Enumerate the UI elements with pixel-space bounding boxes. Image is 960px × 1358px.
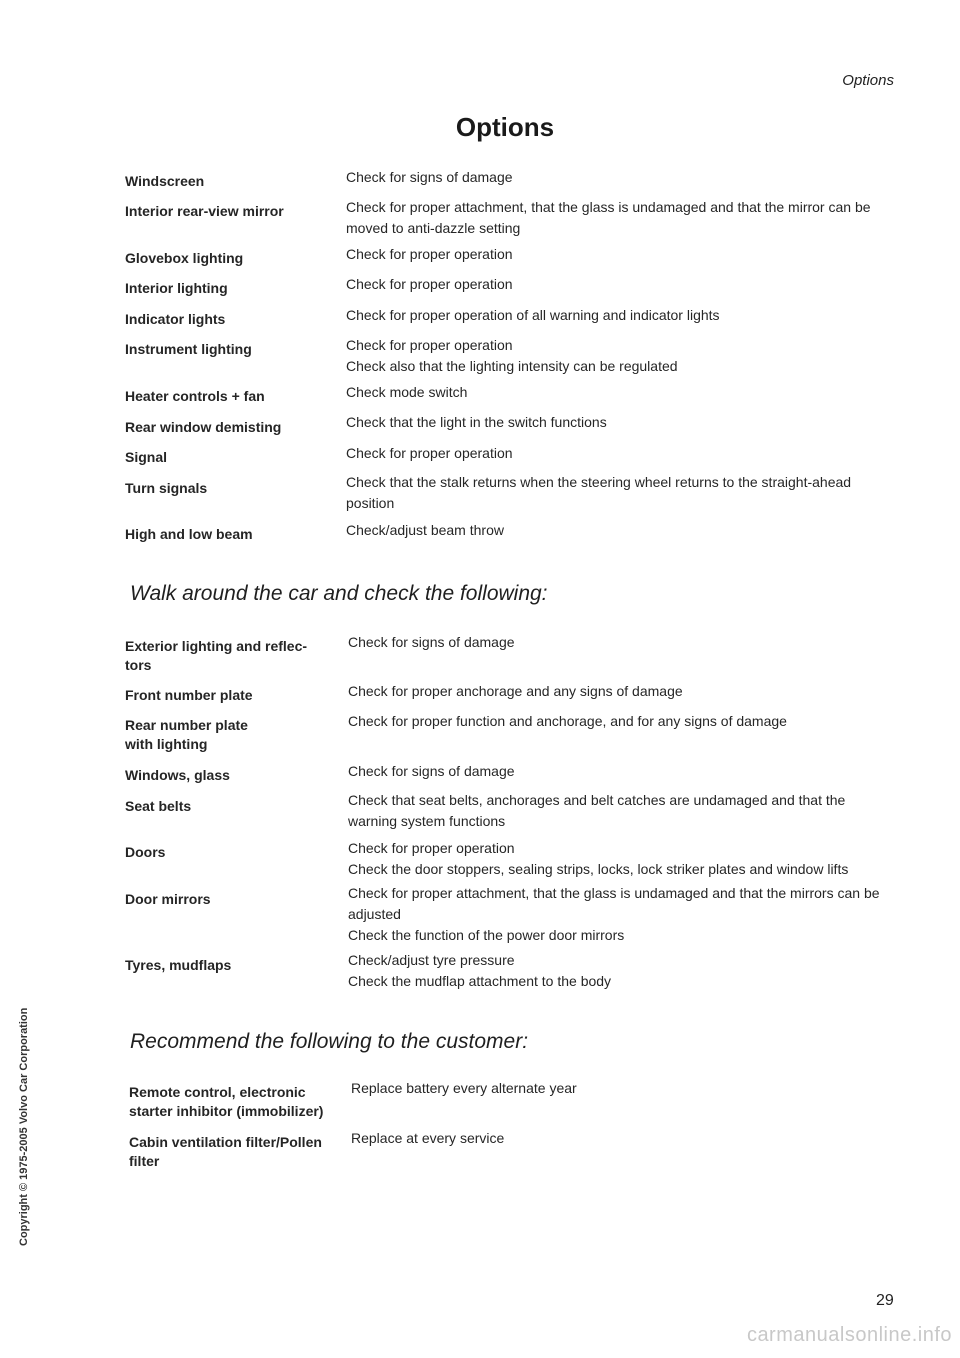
copyright-notice: Copyright © 1975-2005 Volvo Car Corporation bbox=[18, 1007, 30, 1246]
item-label: Rear window demisting bbox=[125, 419, 282, 435]
page-number: 29 bbox=[876, 1292, 894, 1309]
page-title: Options bbox=[455, 112, 555, 142]
section-heading-walkaround: Walk around the car and check the following: bbox=[130, 582, 548, 605]
item-desc: Check for proper operation Check the door stoppers, sealing strips, locks, lock striker plates and window lifts bbox=[348, 840, 849, 877]
item-desc: Check for proper attachment, that the glass is undamaged and that the mirrors can be adjusted Check the function of the power door mirrors bbox=[348, 885, 880, 943]
item-desc: Check for proper anchorage and any signs of damage bbox=[348, 683, 683, 699]
item-label: Front number plate bbox=[125, 687, 253, 703]
item-desc: Check for signs of damage bbox=[346, 169, 513, 185]
item-desc: Check for signs of damage bbox=[348, 763, 515, 779]
item-label: Tyres, mudflaps bbox=[125, 957, 232, 973]
item-label: Doors bbox=[125, 844, 166, 860]
item-desc: Check for proper operation bbox=[346, 445, 513, 461]
item-desc: Check/adjust beam throw bbox=[346, 522, 504, 538]
item-label: Exterior lighting and reflec-tors bbox=[125, 638, 308, 673]
item-label: High and low beam bbox=[125, 526, 253, 542]
item-label: Instrument lighting bbox=[125, 341, 252, 357]
item-label: Rear number plate with lighting bbox=[125, 717, 248, 752]
item-desc: Check/adjust tyre pressure Check the mudflap attachment to the body bbox=[348, 952, 612, 989]
item-label: Cabin ventilation filter/Pollen filter bbox=[129, 1134, 322, 1169]
item-label: Glovebox lighting bbox=[125, 250, 244, 266]
item-desc: Check for proper operation bbox=[346, 246, 513, 262]
item-desc: Check that the light in the switch functions bbox=[346, 414, 607, 430]
item-desc: Check for signs of damage bbox=[348, 634, 515, 650]
item-label: Windscreen bbox=[125, 173, 205, 189]
item-label: Interior lighting bbox=[125, 280, 228, 296]
item-desc: Replace at every service bbox=[351, 1130, 505, 1146]
item-label: Signal bbox=[125, 449, 168, 465]
item-label: Indicator lights bbox=[125, 311, 226, 327]
item-label: Remote control, electronic starter inhibitor (immobilizer) bbox=[129, 1084, 324, 1119]
item-desc: Check for proper attachment, that the glass is undamaged and that the mirror can be moved to anti-dazzle setting bbox=[346, 199, 871, 236]
item-desc: Check mode switch bbox=[346, 384, 468, 400]
item-label: Seat belts bbox=[125, 798, 192, 814]
item-desc: Check for proper function and anchorage, and for any signs of damage bbox=[348, 713, 787, 729]
item-desc: Check for proper operation of all warning and indicator lights bbox=[346, 307, 720, 323]
watermark: carmanualsonline.info bbox=[746, 1324, 952, 1346]
item-desc: Check that the stalk returns when the steering wheel returns to the straight-ahead position bbox=[346, 474, 852, 511]
running-head: Options bbox=[842, 72, 894, 89]
section-heading-recommend: Recommend the following to the customer: bbox=[130, 1030, 529, 1053]
item-label: Turn signals bbox=[125, 480, 208, 496]
item-desc: Check for proper operation Check also that the lighting intensity can be regulated bbox=[346, 337, 678, 374]
item-label: Windows, glass bbox=[125, 767, 230, 783]
item-label: Door mirrors bbox=[125, 891, 211, 907]
item-desc: Check for proper operation bbox=[346, 276, 513, 292]
item-label: Heater controls + fan bbox=[125, 388, 265, 404]
item-desc: Replace battery every alternate year bbox=[351, 1080, 577, 1096]
item-label: Interior rear-view mirror bbox=[125, 203, 284, 219]
item-desc: Check that seat belts, anchorages and belt catches are undamaged and that the warning system functions bbox=[348, 792, 846, 829]
